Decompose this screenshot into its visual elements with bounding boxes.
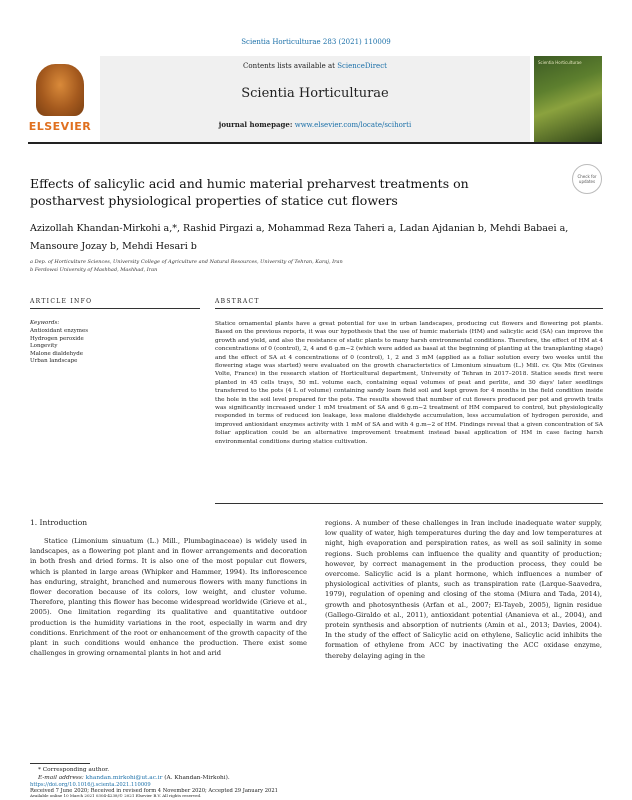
footnote-divider xyxy=(30,763,90,764)
homepage-line xyxy=(100,120,530,129)
intro-right-column: regions. A number of these challenges in Iran include inadequate water supply, low quality of water, high temperatures during the day and low temperatures at night, high evaporation and perspiration rates, as well as soil salinity in some regions. Such problems can influence the quality and quantity of production; however, by correct management in the production process, they could be overcome. Salicylic acid is a plant hormone, which influences a number of physiological activities of plants, such as transpiration rate (Larque-Saavedra, 1979), regulation of opening and closing of the stoma (Miura and Tada, 2014), growth and photosynthesis (Arfan et al., 2007; El-Tayeb, 2005), lignin residue (Gallego-Giraldo et al., 2011), antioxidant potential (Ananieva et al., 2004), and protein synthesis and absorption of nutrients (Amin et al., 2013; Davies, 2004). In the study of the effect of Salicylic acid on ethylene, Salicylic acid inhibits the formation of ethylene from ACC by inactivating the ACC oxidase enzyme, thereby delaying aging in the xyxy=(325,519,602,660)
homepage-prefix: journal homepage: xyxy=(218,120,293,129)
elsevier-logo[interactable] xyxy=(28,62,92,140)
intro-left-column: Statice (Limonium sinuatum (L.) Mill., Plumbaginaceae) is widely used in landscapes, as a flowering pot plant and in flower arrangements and decoration in both fresh and dried forms. It is also one of the most popular cut flowers, which is planted in large areas (Whipker and Hammer, 1994). Its inflorescence has enduring, straight, branched and numerous flowers with many functions in flower decoration because of its colors, low weight, and cluster volume. Therefore, planting this flower has become widespread worldwide (Grieve et al., 2005). One limitation regarding its qualitative and quantitative outdoor production is the humidity variations in the root, especially in warm and dry conditions. Enrichment of the root or enhancement of the growth capacity of the plant in such conditions would enhance the production. There exist some challenges in growing ornamental plants in hot and arid xyxy=(30,537,307,658)
keyword: Hydrogen peroxide xyxy=(30,335,84,342)
journal-banner xyxy=(100,56,530,142)
publication-meta xyxy=(30,794,430,798)
contents-prefix: Contents lists available at xyxy=(243,62,335,70)
intro-heading: 1. Introduction xyxy=(30,518,88,527)
affiliation-b: b Ferdowsi University of Mashhad, Mashhad, Iran xyxy=(30,267,158,273)
email-suffix: (A. Khandan-Mirkohi). xyxy=(164,775,230,781)
sciencedirect-link[interactable]: ScienceDirect xyxy=(337,62,387,70)
keyword: Malone dialdehyde xyxy=(30,350,84,357)
author-list: Azizollah Khandan-Mirkohi a,*, Rashid Pirgazi a, Mohammad Reza Taheri a, Ladan Ajdanian b, Mehdi Babaei a, Mansoure Jozay b, Mehdi Hesari b xyxy=(30,223,569,252)
divider xyxy=(215,503,603,504)
cover-label: Scientia Horticulturae xyxy=(538,60,582,65)
copyright: 0304-4238/© 2021 Elsevier B.V. All rights reserved. xyxy=(95,793,202,798)
check-for-updates-button[interactable] xyxy=(572,164,602,194)
journal-title: Scientia Horticulturae xyxy=(241,86,389,101)
contents-line xyxy=(100,62,530,70)
online-date: Available online 10 March 2021 xyxy=(30,793,95,798)
footnotes xyxy=(30,766,109,774)
doi-link[interactable]: https://doi.org/10.1016/j.scienta.2021.110009 xyxy=(30,782,151,788)
article-info-heading: ARTICLE INFO xyxy=(30,298,93,305)
check-updates-label: Check for updates xyxy=(577,174,597,184)
journal-header xyxy=(28,56,602,144)
keyword: Urban landscape xyxy=(30,358,78,364)
divider xyxy=(215,308,603,309)
keywords-list xyxy=(30,328,88,366)
corresponding-note: * Corresponding author. xyxy=(38,767,110,773)
affiliations xyxy=(30,258,600,274)
abstract-heading: ABSTRACT xyxy=(215,298,260,305)
keyword: Antioxidant enzymes xyxy=(30,328,89,334)
email-label: E-mail address: xyxy=(38,775,84,781)
affiliation-a: a Dep. of Horticulture Sciences, University College of Agriculture and Natural Resources, University of Tehran, Karaj, Iran xyxy=(30,259,343,265)
email-link[interactable]: khandan.mirkohi@ut.ac.ir xyxy=(85,775,163,781)
received-dates: Received 7 June 2020; Received in revised form 4 November 2020; Accepted 29 January 2021 xyxy=(30,788,278,794)
abstract-text: Statice ornamental plants have a great potential for use in urban landscapes, producing cut flowers and flowering pot plants. Based on the previous reports, it was our hypothesis that the use of humic materials (HM) and salicylic acid (SA) can improve the growth and yield, and also the resistance of static plants to many harsh environmental conditions. Therefore, the effect of HM at 4 concentrations of 0 (control), 2, 4 and 6 g.m−2 (which were added as basal at the beginning of planting at the transplanting stage) and the effect of SA at 4 concentrations of 0 (control), 1, 2 and 3 mM (applied as a foliar solution every two weeks until the flowering stage was started) were evaluated on the growth characteristics of Limonium sinuatum (L.) Mill. cv. Qis Mix (Greines Volte, France) in the research station of Horticultural department, University of Tehran in 2017–2018. Statice seeds first were planted in 45 cells trays, 50 mL volume each, containing equal volumes of peat and perlite, and 30 days' later seedlings transferred to the pots (4 L of volume) containing sandy loam field soil and kept grown for 4 months in the field condition inside the hole in the soil level prepared for the pots. The results showed that number of cut flowers produced per pot and growth traits was significantly increased under 1 mM treatment of SA and 6 g.m−2 treatment of HM compared to control, but physiologically responded in terms of reduced ion leakage, less malone dialdehyde accumulation, less accumulation of hydrogen peroxide, and improved antioxidant enzymes activity with 1 mM of SA and with 4 g.m−2 of HM. Findings reveal that a given concentration of SA foliar application could be an alternative improvement treatment instead basal application of HM in case facing harsh environmental conditions during statice cultivation. xyxy=(215,321,603,445)
publisher-name: ELSEVIER xyxy=(28,120,92,133)
journal-reference[interactable]: Scientia Horticulturae 283 (2021) 110009 xyxy=(241,38,391,46)
journal-cover-image[interactable] xyxy=(534,56,602,142)
keywords-label: Keywords: xyxy=(30,320,60,326)
elsevier-tree-icon xyxy=(36,64,84,116)
divider xyxy=(30,308,200,309)
article-title: Effects of salicylic acid and humic material preharvest treatments on postharvest physiological properties of statice cut flowers xyxy=(30,176,469,208)
homepage-link[interactable]: www.elsevier.com/locate/scihorti xyxy=(294,121,412,129)
keyword: Longevity xyxy=(30,343,58,349)
email-line xyxy=(30,774,230,782)
